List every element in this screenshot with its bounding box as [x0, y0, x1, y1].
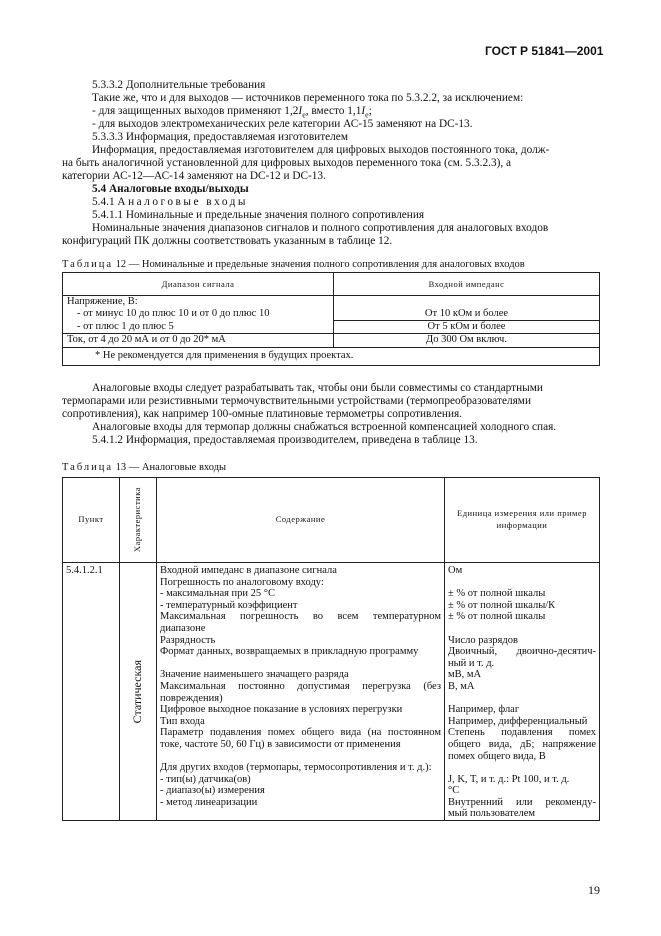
standard-number: ГОСТ Р 51841—2001 — [485, 44, 604, 58]
paragraph: сопротивления), как например 100-омные платиновые термометры сопротивления. — [62, 408, 463, 420]
unit-line: °С — [448, 785, 460, 797]
table-header-cell: Диапазон сигнала — [63, 273, 334, 296]
unit-line: мВ, мА — [448, 669, 482, 681]
paragraph: категории АС-12—АС-14 заменяют на DC-12 и DC-13. — [62, 170, 326, 182]
subsection-5-4-1-1: 5.4.1.1 Номинальные и предельные значения полного сопротивления — [92, 209, 425, 221]
page-number: 19 — [588, 883, 600, 897]
table-13-caption: Таблица 13 — Аналоговые входы — [62, 462, 227, 473]
content-line: Входной импеданс в диапазоне сигнала — [160, 565, 337, 576]
list-item: - для защищенных выходов применяют $1,2I_е$, вместо $1,1I_е$; — [92, 105, 372, 120]
table-note: * Не рекомендуется для применения в будущих проектах. — [63, 347, 600, 365]
paragraph: Аналоговые входы следует разрабатывать так, чтобы они были совместимы со стандартными — [92, 382, 543, 394]
paragraph: конфигураций ПК должны соответствовать указанным в таблице 12. — [62, 235, 393, 247]
content-line: диапазоне — [160, 622, 206, 634]
unit-line: ный и т. д. — [448, 657, 495, 669]
unit-line: ± % от полной шкалы/К — [448, 599, 556, 611]
content-line: Разрядность — [160, 634, 216, 646]
table-12 — [62, 272, 600, 366]
unit-line: Например, флаг — [448, 704, 520, 716]
content-line: Формат данных, возвращаемых в прикладную программу — [160, 646, 419, 658]
content-line: токе, частоте 50, 60 Гц) в зависимости от применения — [160, 738, 401, 750]
unit-line: Ом — [448, 565, 463, 576]
content-line: Максимальная погрешность во всем температурном — [160, 611, 441, 623]
unit-line: помех общего вида, В — [448, 750, 546, 762]
unit-line — [448, 762, 596, 774]
unit-line: J, K, T, и т. д.: Pt 100, и т. д. — [448, 773, 570, 785]
table-header-cell: Характеристика — [120, 478, 157, 563]
paragraph: термопарами или резистивными термочувствительными устройствами (термопреобразователями — [62, 395, 532, 407]
table-cell: До 300 Ом включ. — [334, 334, 600, 347]
table-cell: Напряжение, В: - от минус 10 до плюс 10 и от 0 до плюс 10 — [63, 296, 334, 321]
paragraph: Аналоговые входы для термопар должны снабжаться встроенной компенсацией холодного спая. — [92, 421, 557, 433]
unit-line: общего вида, дБ; напряжение — [448, 738, 596, 750]
content-line: - тип(ы) датчика(ов) — [160, 773, 251, 785]
unit-line — [448, 693, 596, 705]
content-line: Цифровое выходное показание в условиях перегрузки — [160, 704, 403, 716]
unit-line: Внутренний или рекоменду- — [448, 796, 596, 808]
content-line: Погрешность по аналоговому входу: — [160, 576, 324, 588]
unit-line: В, мА — [448, 680, 475, 692]
unit-line: Степень подавления помех — [448, 727, 596, 739]
table-cell-content — [157, 563, 445, 821]
content-line: - температурный коэффициент — [160, 599, 298, 611]
content-line: Параметр подавления помех общего вида (на постоянном — [160, 727, 441, 739]
paragraph: Информация, предоставляемая изготовителем для цифровых выходов постоянного тока, долж- — [92, 144, 550, 156]
content-line: Для других входов (термопары, термосопротивления и т. д.): — [160, 762, 432, 774]
table-12-caption: Таблица 12 — Номинальные и предельные значения полного сопротивления для аналоговых входов — [62, 259, 525, 270]
content-line: - максимальная при 25 °С — [160, 588, 276, 600]
unit-line: ± % от полной шкалы — [448, 588, 546, 600]
table-header-cell: Входной импеданс — [334, 273, 600, 296]
table-cell: - от плюс 1 до плюс 5 — [63, 321, 334, 334]
table-13 — [62, 477, 600, 821]
unit-line: Число разрядов — [448, 634, 518, 646]
paragraph: на быть аналогичной установленной для цифровых выходов переменного тока (см. 5.3.2.3), а — [62, 157, 512, 169]
subsection-5-4-1-2: 5.4.1.2 Информация, предоставляемая производителем, приведена в таблице 13. — [92, 434, 478, 446]
paragraph: Такие же, что и для выходов — источников переменного тока по 5.3.2.2, за исключением: — [92, 92, 524, 104]
table-cell-item: 5.4.1.2.1 — [63, 563, 120, 821]
subsection-heading-5-4-1: 5.4.1 Аналоговые входы — [92, 196, 249, 208]
table-header-cell: Единица измерения или пример информации — [445, 478, 600, 563]
unit-line — [448, 623, 596, 635]
table-cell: Ток, от 4 до 20 мА и от 0 до 20* мА — [63, 334, 334, 347]
content-line — [160, 808, 441, 820]
table-cell: От 5 кОм и более — [334, 321, 600, 334]
table-header-cell: Пункт — [63, 478, 120, 563]
unit-line: ± % от полной шкалы — [448, 611, 546, 623]
section-heading-5-4: 5.4 Аналоговые входы/выходы — [92, 183, 249, 195]
content-line: повреждения) — [160, 692, 223, 704]
table-cell: От 10 кОм и более — [334, 296, 600, 321]
unit-line — [448, 577, 596, 589]
unit-line: Например, дифференциальный — [448, 715, 588, 727]
table-cell-units — [445, 563, 600, 821]
paragraph: Номинальные значения диапазонов сигналов и полного сопротивления для аналоговых входов — [92, 222, 549, 234]
list-item: - для выходов электромеханических реле категории АС-15 заменяют на DC-13. — [92, 118, 473, 130]
content-line — [160, 751, 441, 763]
subsection-5-3-3-3: 5.3.3.3 Информация, предоставляемая изготовителем — [92, 131, 348, 143]
unit-line: мый пользователем — [448, 808, 536, 820]
content-line: Значение наименьшего значащего разряда — [160, 669, 349, 681]
subsection-5-3-3-2: 5.3.3.2 Дополнительные требования — [92, 79, 266, 91]
content-line: Максимальная постоянно допустимая перегрузка (без — [160, 680, 441, 692]
content-line: - диапазо(ы) измерения — [160, 785, 265, 797]
content-line: - метод линеаризации — [160, 796, 258, 808]
table-cell-characteristic: Статическая — [120, 563, 157, 821]
unit-line: Двоичный, двоично-десятич- — [448, 646, 596, 658]
table-header-cell: Содержание — [157, 478, 445, 563]
content-line — [160, 658, 441, 670]
content-line: Тип входа — [160, 715, 205, 727]
